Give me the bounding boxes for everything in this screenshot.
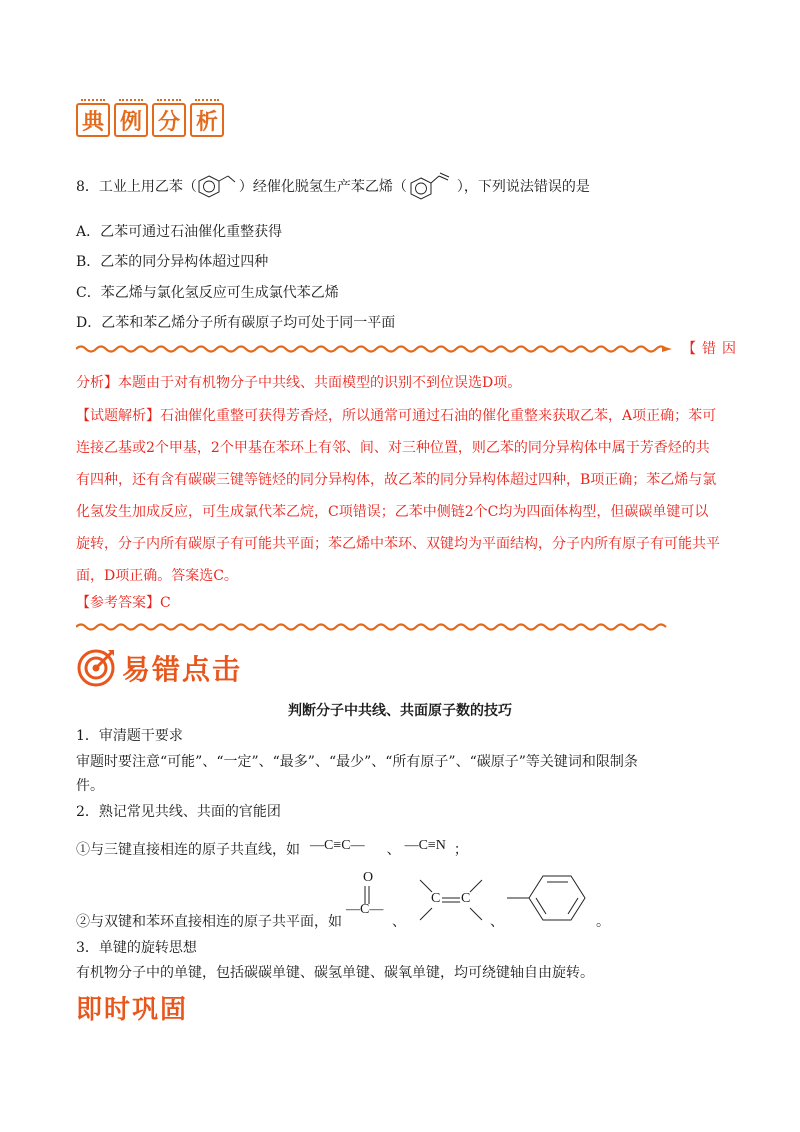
explanation-line: 有四种，还有含有碳碳三键等链烃的同分异构体，故乙苯的同分异构体超过四种，B项正确；苯乙烯与氯 [76,472,717,488]
reference-answer [76,593,171,613]
tips-para-3: 有机物分子中的单键，包括碳碳单键、碳氢单键、碳氧单键，均可绕键轴自由旋转。 [76,965,594,981]
explanation-line: 化氢发生加成反应，可生成氯代苯乙烷，C项错误；乙苯中侧链2个C均为四面体构型，但碳碳单键可以 [76,504,709,520]
banner-char: 典 [76,103,110,137]
collinear-text: ①与三键直接相连的原子共直线，如 [76,842,300,858]
explanation-line: 连接乙基或2个甲基，2个甲基在苯环上有邻、间、对三种位置，则乙苯的同分异构体中属于芳香烃的共 [76,440,710,456]
coplanar-sep-1: 、 [392,914,406,930]
target-icon [76,648,116,688]
tips-heading-3: 3．单键的旋转思想 [76,940,197,956]
reference-answer-value: C [160,595,171,611]
coplanar-end: 。 [596,914,610,930]
banner-char: 分 [152,103,186,137]
question-stem [76,170,590,204]
tips-para-1: 审题时要注意“可能”、“一定”、“最多”、“最少”、“所有原子”、“碳原子”等关键词和限制条 [76,754,638,770]
question-prefix: 8．工业上用乙苯（ [76,179,197,195]
option-a: A．乙苯可通过石油催化重整获得 [76,224,283,240]
alkene-c1: C [431,891,441,906]
wavy-divider [76,622,672,632]
banner-common-mistakes [76,648,242,688]
error-analysis-tag-cont: 分析】 [76,375,118,391]
explanation-line: 旋转，分子内所有碳原子有可能共平面；苯乙烯中苯环、双键均为平面结构，分子内所有原子有可能共平 [76,536,720,552]
error-analysis-text: 本题由于对有机物分子中共线、共面模型的识别不到位误选D项。 [118,375,522,391]
carbonyl-structure [346,870,386,920]
collinear-item [76,840,468,860]
banner-typical-example [76,103,224,137]
carbonyl-oxygen: O [363,870,374,885]
question-suffix: ），下列说法错误的是 [456,179,590,195]
phenyl-structure [505,872,595,924]
nitrile-formula: —C≡N [404,838,446,853]
alkene-bonds [412,876,492,926]
collinear-sep: 、 [386,842,401,858]
error-analysis [76,373,521,393]
alkene-c2: C [461,891,471,906]
banner-char: 例 [114,103,148,137]
explanation-line [76,402,736,434]
option-b: B．乙苯的同分异构体超过四种 [76,254,269,270]
coplanar-sep-2: 、 [490,914,504,930]
explanation-block [76,402,736,594]
explanation-text: 石油催化重整可获得芳香烃，所以通常可通过石油的催化重整来获取乙苯，A项正确；苯可 [160,408,717,424]
option-d: D．乙苯和苯乙烯分子所有碳原子均可处于同一平面 [76,315,396,331]
question-mid: ）经催化脱氢生产苯乙烯（ [238,179,407,195]
explanation-tag: 【试题解析】 [76,408,160,424]
banner-immediate-review: 即时巩固 [76,995,189,1025]
collinear-end: ； [453,842,468,858]
styrene-structure [407,170,457,204]
alkyne-formula: —C≡C— [310,838,365,853]
tips-heading-2: 2．熟记常见共线、共面的官能团 [76,804,281,820]
carbonyl-carbon: —C— [346,902,384,917]
tips-heading-1: 1．审清题干要求 [76,728,183,744]
reference-answer-tag: 【参考答案】 [76,595,160,611]
ethylbenzene-structure [197,172,239,202]
wavy-divider [76,344,672,354]
alkene-structure [412,876,492,926]
option-c: C．苯乙烯与氯化氢反应可生成氯代苯乙烯 [76,285,339,301]
coplanar-text: ②与双键和苯环直接相连的原子共平面，如 [76,914,342,930]
banner-common-mistakes-text: 易错点击 [122,653,243,686]
explanation-line: 面，D项正确。答案选C。 [76,568,238,584]
tips-para-1-cont: 件。 [76,778,104,794]
error-analysis-tag: 【错因 [682,341,742,357]
coplanar-item [76,912,342,932]
tips-title: 判断分子中共线、共面原子数的技巧 [288,703,512,719]
banner-char: 析 [190,103,224,137]
